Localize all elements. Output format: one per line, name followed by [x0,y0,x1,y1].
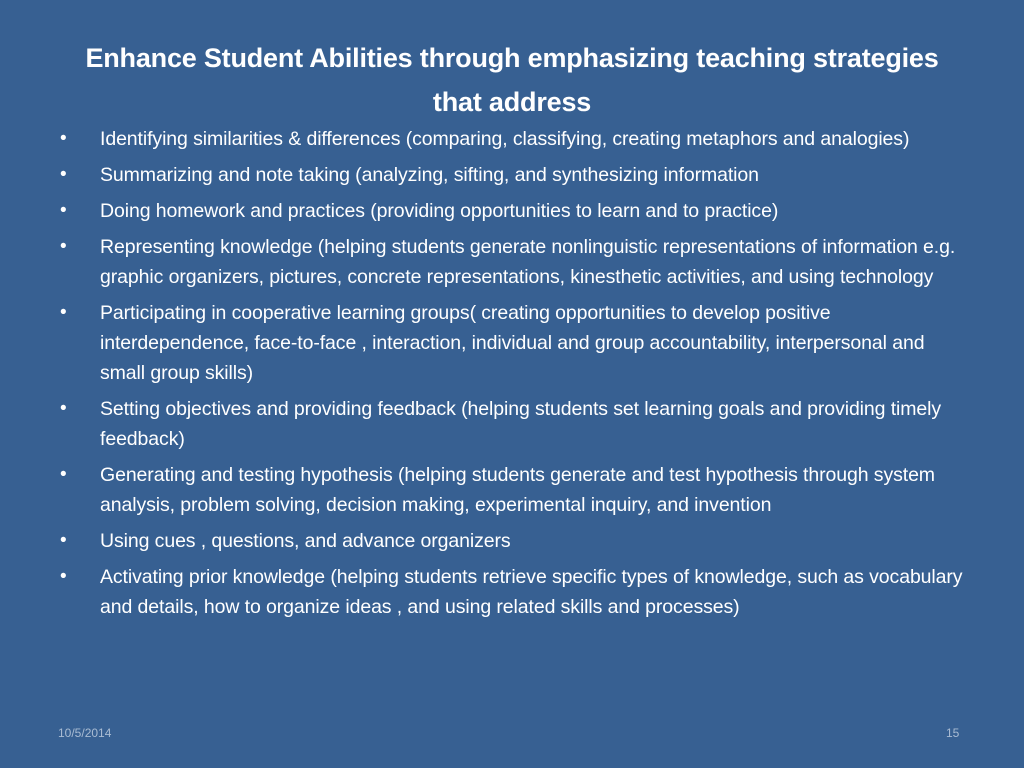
bullet-item [56,124,966,154]
bullet-item [56,160,966,190]
bullet-item [56,394,966,454]
bullet-dot-icon: • [60,464,67,485]
bullet-dot-icon: • [60,302,67,323]
bullet-item [56,298,966,388]
bullet-dot-icon: • [60,200,67,221]
bullet-dot-icon: • [60,128,67,149]
bullet-dot-icon: • [60,164,67,185]
bullet-item [56,232,966,292]
bullet-dot-icon: • [60,530,67,551]
bullet-dot-icon: • [60,566,67,587]
slide-title: Enhance Student Abilities through emphasizing teaching strategies that address [85,43,939,117]
footer-page-number: 15 [946,726,960,740]
bullet-item [56,196,966,226]
bullet-item [56,460,966,520]
bullet-text: Participating in cooperative learning groups( creating opportunities to develop positive interdependence, face-to-face , interaction, individual and group accountability, interpersonal and small group skills) [100,302,925,384]
bullet-text: Using cues , questions, and advance organizers [100,530,511,552]
bullet-item [56,562,966,622]
bullet-dot-icon: • [60,236,67,257]
bullet-text: Doing homework and practices (providing opportunities to learn and to practice) [100,200,779,222]
bullet-item [56,526,966,556]
bullet-text: Generating and testing hypothesis (helping students generate and test hypothesis through system analysis, problem solving, decision making, experimental inquiry, and invention [100,464,935,516]
bullet-text: Summarizing and note taking (analyzing, sifting, and synthesizing information [100,164,759,186]
footer-date: 10/5/2014 [58,726,112,740]
bullet-text: Representing knowledge (helping students generate nonlinguistic representations of information e.g. graphic organizers, pictures, concrete representations, kinesthetic activities, and using technology [100,236,956,288]
bullet-text: Setting objectives and providing feedback (helping students set learning goals and providing timely feedback) [100,398,942,450]
bullet-dot-icon: • [60,398,67,419]
bullet-list [56,124,966,628]
bullet-text: Identifying similarities & differences (comparing, classifying, creating metaphors and analogies) [100,128,910,150]
bullet-text: Activating prior knowledge (helping students retrieve specific types of knowledge, such as vocabulary and details, how to organize ideas , and using related skills and processes) [100,566,963,618]
